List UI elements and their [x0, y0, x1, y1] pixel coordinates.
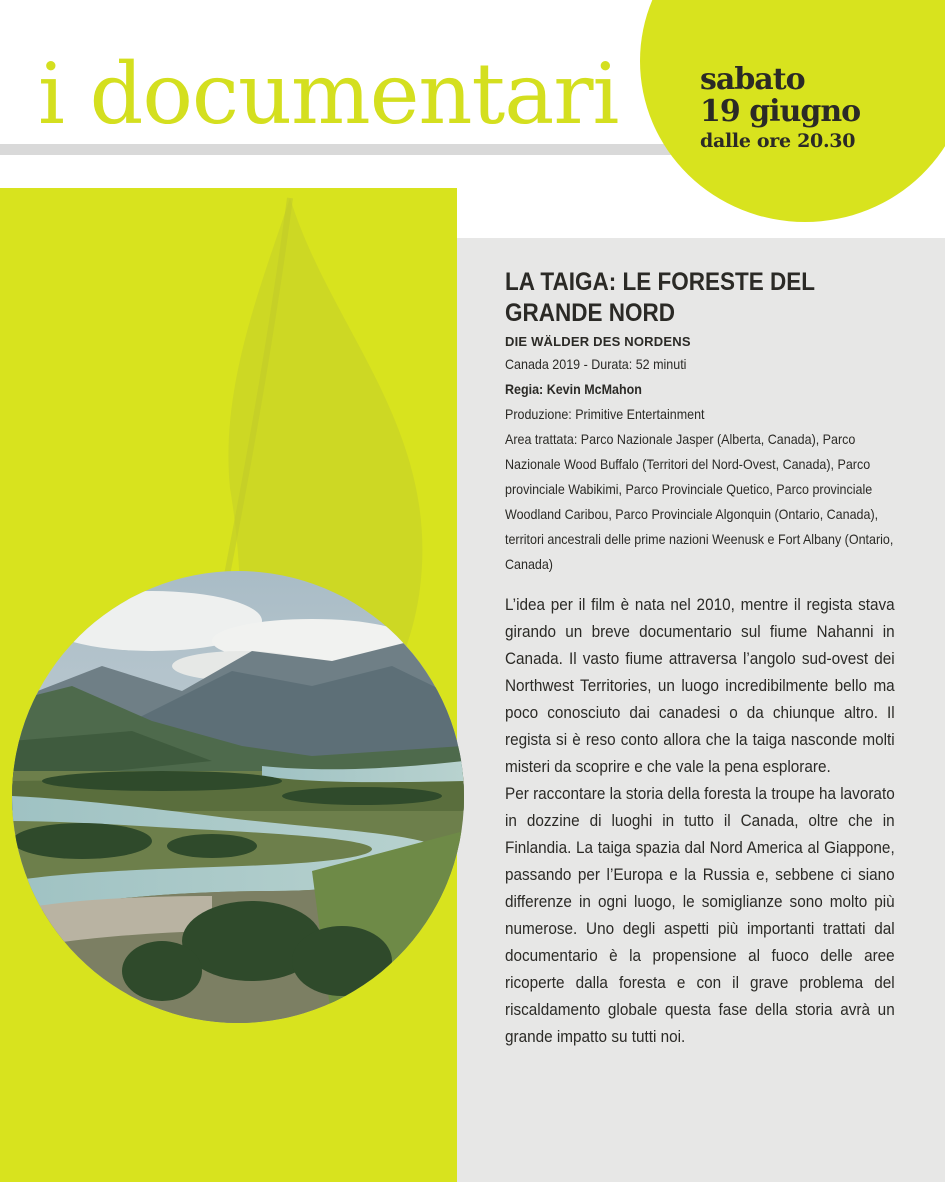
film-director: Regia: Kevin McMahon — [505, 382, 642, 397]
film-country-duration: Canada 2019 - Durata: 52 minuti — [505, 357, 687, 372]
page-title: i documentari — [38, 45, 619, 143]
event-time: dalle ore 20.30 — [700, 130, 856, 152]
event-date — [700, 64, 940, 154]
film-description — [505, 591, 895, 1050]
film-meta — [505, 352, 895, 577]
film-original-title: DIE WÄLDER DES NORDENS — [505, 334, 691, 349]
taiga-landscape-photo — [12, 571, 464, 1023]
description-paragraph-1: L’idea per il film è nata nel 2010, mentre il regista stava girando un breve documentario sul fiume Nahanni in Canada. Il vasto fiume attraversa l’angolo sud-ovest dei Northwest Territories, un luogo incredibilmente bello ma poco conosciuto dai canadesi o da chiunque altro. Il regista si è reso conto allora che la taiga nasconde molti misteri da scoprire e che vale la pena esplorare. — [505, 595, 895, 776]
film-production: Produzione: Primitive Entertainment — [505, 407, 705, 422]
film-title: LA TAIGA: LE FORESTE DEL GRANDE NORD — [505, 268, 815, 327]
event-day: sabato — [700, 62, 805, 97]
film-details — [505, 267, 895, 1050]
event-date-value: 19 giugno — [700, 94, 861, 129]
description-paragraph-2: Per raccontare la storia della foresta la troupe ha lavorato in dozzine di luoghi in tutto il Canada, oltre che in Finlandia. La taiga spazia dal Nord America al Giappone, passando per l’Europa e la Russia e, sebbene ci siano differenze in ogni luogo, le somiglianze sono molto più numerose. Uno degli aspetti più importanti trattati dal documentario è la propensione al fuoco delle aree ricoperte dalla foresta e con il grave problema del riscaldamento globale questa fase della storia avrà un grande impatto su tutti noi. — [505, 784, 895, 1046]
film-area: Area trattata: Parco Nazionale Jasper (Alberta, Canada), Parco Nazionale Wood Buffalo (Territori del Nord-Ovest, Canada), Parco provinciale Wabikimi, Parco Provinciale Quetico, Parco provinciale Woodland Caribou, Parco Provinciale Algonquin (Ontario, Canada), territori ancestrali delle prime nazioni Weenusk e Fort Albany (Ontario, Canada) — [505, 432, 894, 572]
header-divider — [0, 144, 700, 155]
